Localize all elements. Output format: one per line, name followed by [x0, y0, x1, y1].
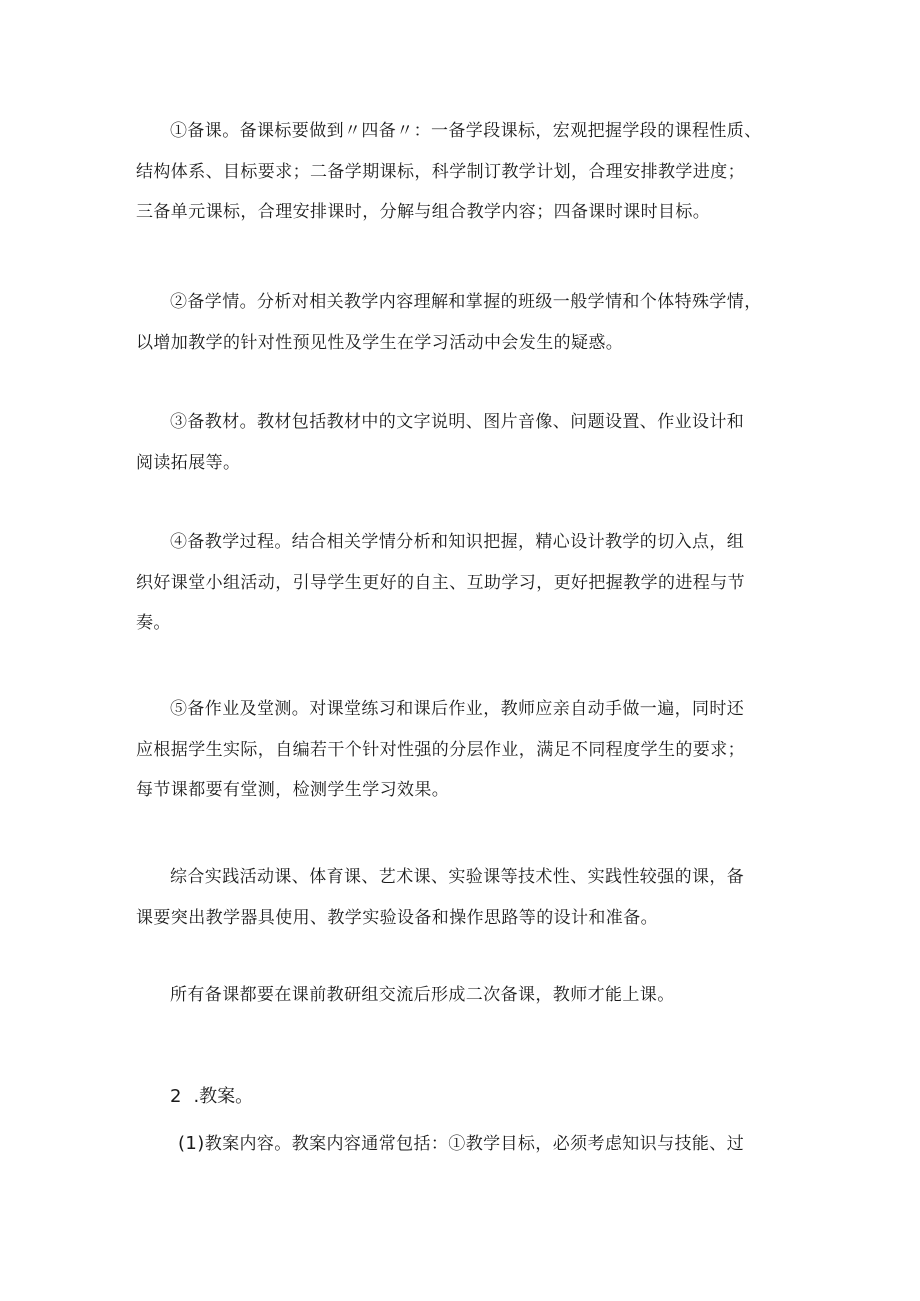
- subsection-paragraph: [178, 1124, 744, 1164]
- section-heading: [170, 1082, 253, 1108]
- paragraph-line: 阅读拓展等。: [136, 452, 241, 473]
- paragraph-line: ①备课。备课标要做到〃四备〃：一备学段课标，宏观把握学段的课程性质、: [170, 121, 762, 141]
- paragraph-line: 织好课堂小组活动，引导学生更好的自主、互助学习，更好把握教学的进程与节: [136, 572, 745, 593]
- paragraph-line: 以增加教学的针对性预见性及学生在学习活动中会发生的疑惑。: [136, 332, 624, 353]
- paragraph-line: 每节课都要有堂测，检测学生学习效果。: [136, 780, 450, 800]
- paragraph-practical-courses: [136, 857, 796, 938]
- paragraph-line: 三备单元课标，合理安排课时，分解与组合教学内容；四备课时课时目标。: [136, 202, 711, 222]
- section-title: .教案。: [193, 1086, 254, 1107]
- paragraph-line: ②备学情。分析对相关教学内容理解和掌握的班级一般学情和个体特殊学情，: [170, 292, 762, 312]
- subsection-number: (1): [178, 1133, 205, 1154]
- paragraph-prepare-students: [136, 282, 796, 363]
- paragraph-line: 课要突出教学器具使用、教学实验设备和操作思路等的设计和准备。: [136, 907, 658, 928]
- paragraph-line: 综合实践活动课、体育课、艺术课、实验课等技术性、实践性较强的课，备: [170, 867, 745, 887]
- paragraph-line: 奏。: [136, 613, 171, 633]
- paragraph-secondary-prep: [136, 975, 796, 1016]
- paragraph-prepare-process: [136, 522, 796, 644]
- section-number: 2: [170, 1086, 182, 1107]
- paragraph-line: 应根据学生实际，自编若干个针对性强的分层作业，满足不同程度学生的要求；: [136, 739, 745, 760]
- paragraph-line: 所有备课都要在课前教研组交流后形成二次备课，教师才能上课。: [170, 985, 675, 1005]
- paragraph-line: ④备教学过程。结合相关学情分析和知识把握，精心设计教学的切入点，组: [170, 532, 745, 552]
- paragraph-line: 结构体系、目标要求；二备学期课标，科学制订教学计划，合理安排教学进度；: [136, 161, 745, 182]
- paragraph-prepare-curriculum: [136, 111, 796, 233]
- paragraph-prepare-materials: [136, 402, 796, 483]
- paragraph-line: ③备教材。教材包括教材中的文字说明、图片音像、问题设置、作业设计和: [170, 412, 745, 432]
- paragraph-line: ⑤备作业及堂测。对课堂练习和课后作业，教师应亲自动手做一遍，同时还: [170, 699, 745, 719]
- paragraph-prepare-homework: [136, 689, 796, 811]
- subsection-text: 教案内容。教案内容通常包括：①教学目标，必须考虑知识与技能、过: [204, 1134, 745, 1154]
